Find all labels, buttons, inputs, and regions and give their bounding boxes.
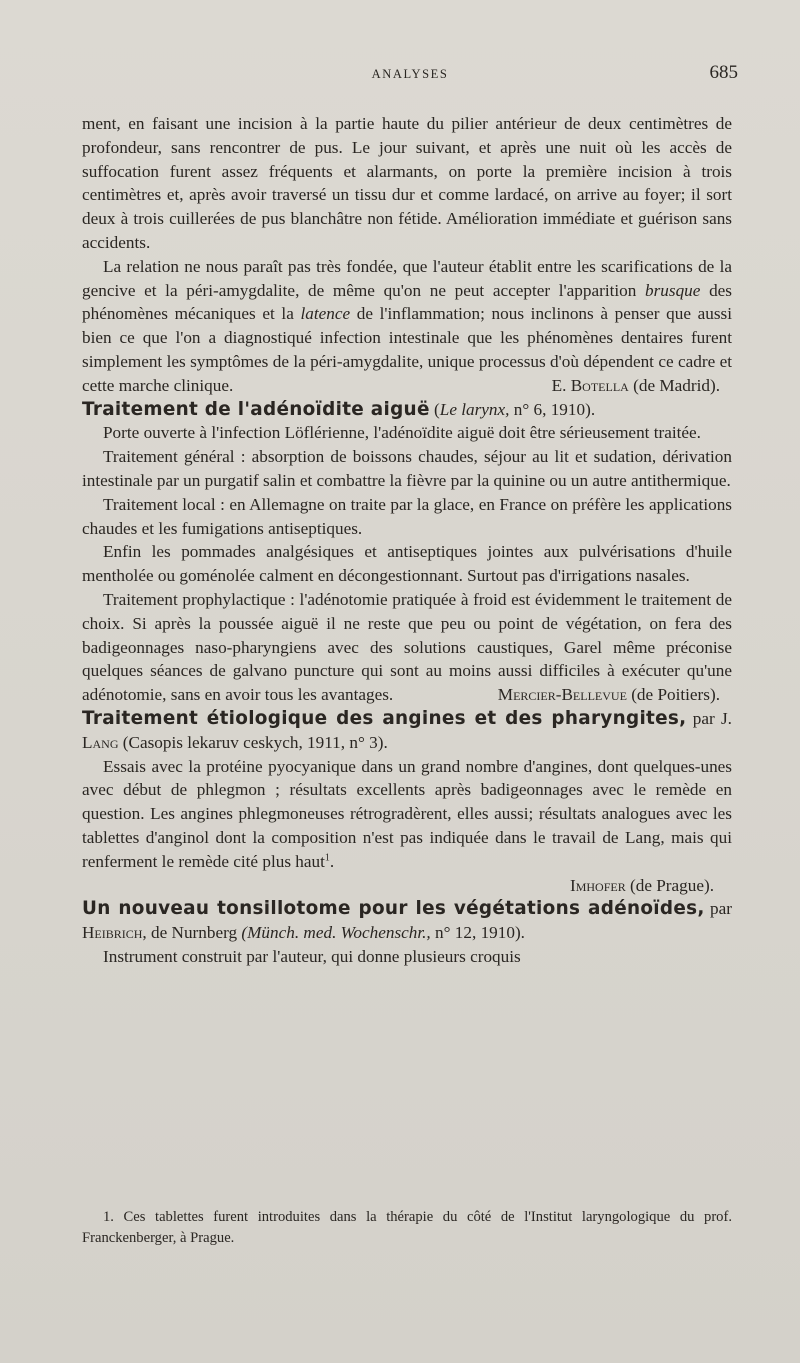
footnote-reference: 1 <box>324 851 330 863</box>
entry-paragraph-prophylaxis: Traitement prophylactique : l'adénotomie pratiquée à froid est évidemment le traitement de choix. Si après la poussée aiguë il ne reste que peu ou point de végétation, on fera des badigeonnages naso-pharyngiens avec des solutions caustiques, Garel même préconise quelques séances de galvano puncture qui sont au moins aussi difficiles à exécuter qu'une adénotomie, sans en avoir tous les avantages. Mercier-Bellevue (de Poitiers). <box>82 588 732 707</box>
footnote-text: 1. Ces tablettes furent introduites dans la thérapie du côté de l'Institut laryngologique du prof. Franckenberger, à Prague. <box>82 1209 732 1246</box>
footnote <box>82 1207 732 1249</box>
page-header <box>82 62 738 86</box>
entry-source-journal: (Münch. med. Wochenschr., <box>241 923 431 943</box>
entry-title-angines: Traitement étiologique des angines et des pharyngites, <box>82 707 687 729</box>
author-signature-botella: E. Botella (de Madrid). <box>551 375 720 395</box>
emphasis-brusque: brusque <box>645 280 701 300</box>
entry-title-adenoidite: Traitement de l'adénoïdite aiguë <box>82 398 430 420</box>
entry-paragraph: Enfin les pommades analgésiques et antiseptiques jointes aux pulvérisations d'huile mentholée ou goménolée calment en décongestionnant. Surtout pas d'irrigations nasales. <box>82 542 732 586</box>
entry-source: (Casopis lekaruv ceskych, 1911, n° 3). <box>118 732 388 752</box>
entry-paragraph: Traitement général : absorption de boissons chaudes, séjour au lit et sudation, dérivation intestinale par un purgatif salin et combattre la fièvre par la quinine ou un autre antithermique. <box>82 447 732 490</box>
entry-angines: Traitement étiologique des angines et des pharyngites, par J. Lang (Casopis lekaruv ceskych, 1911, n° 3). <box>82 707 732 752</box>
entry-source-open: ( <box>429 399 440 419</box>
entry-author-lang: Lang <box>82 732 119 752</box>
entry-source-journal: Le larynx, <box>439 399 510 419</box>
commentary-text-2: des phénomènes mécaniques et la <box>82 280 732 324</box>
author-signature-mercier: Mercier-Bellevue (de Poitiers). <box>497 685 720 705</box>
author-signature-imhofer: Imhofer (de Prague). <box>569 875 714 895</box>
emphasis-latence: latence <box>300 304 351 324</box>
paragraph-commentary <box>82 255 732 398</box>
entry-adenoidite <box>82 398 732 422</box>
body-text <box>82 112 732 969</box>
entry-paragraph: Traitement local : en Allemagne on traite par la glace, en France on préfère les applications chaudes et les fumigations antiseptiques. <box>82 494 732 538</box>
entry-paragraph: Porte ouverte à l'infection Löflérienne, l'adénoïdite aiguë doit être sérieusement traitée. <box>103 423 701 443</box>
paragraph-continued: ment, en faisant une incision à la partie haute du pilier antérieur de deux centimètres de profondeur, sans rencontrer de pus. Le jour suivant, et après une nuit où les accès de suffocation furent assez fréquents et alarmants, on porte la première incision à trois centimètres et, après avoir traversé un tissu dur et comme lardacé, on arrive au foyer; il sort deux à trois cuillerées de pus blanchâtre non fétide. Amélioration immédiate et guérison sans accidents. <box>82 114 732 252</box>
entry-tonsillotome: Un nouveau tonsillotome pour les végétations adénoïdes, par Heibrich, de Nurnberg (Münch. med. Wochenschr., n° 12, 1910). <box>82 898 732 943</box>
running-head: ANALYSES <box>371 67 449 81</box>
entry-title-tonsillotome: Un nouveau tonsillotome pour les végétations adénoïdes, <box>82 898 705 920</box>
entry-source-rest: n° 6, 1910). <box>509 399 596 419</box>
entry-paragraph-tonsillotome: Instrument construit par l'auteur, qui donne plusieurs croquis <box>103 946 521 966</box>
entry-paragraph-angines: Essais avec la protéine pyocyanique dans un grand nombre d'angines, dont quelques-unes avec début de phlegmon ; résultats excellents après badigeonnages avec le remède en question. Les angines phlegmoneuses rétrogradèrent, elles aussi; résultats analogues avec les tablettes d'anginol dont la composition n'est pas indiquée dans le travail de Lang, mais qui renferment le remède cité plus haut$^1$. <box>82 756 732 871</box>
page-number: 685 <box>709 62 738 83</box>
commentary-text-1: La relation ne nous paraît pas très fondée, que l'auteur établit entre les scarifications de la gencive et la péri-amygdalite, de même qu'on ne peut accepter l'apparition <box>82 256 732 300</box>
commentary-text-3: de l'inflammation; nous inclinons à penser que aussi bien ce que l'on a diagnostiqué infection intestinale que les phénomènes dentaires furent simplement les symptômes de la péri-amygdalite, unique processus d'où dépendent ce cadre et cette marche clinique. <box>82 304 732 395</box>
entry-author-heibrich: Heibrich <box>82 923 143 943</box>
